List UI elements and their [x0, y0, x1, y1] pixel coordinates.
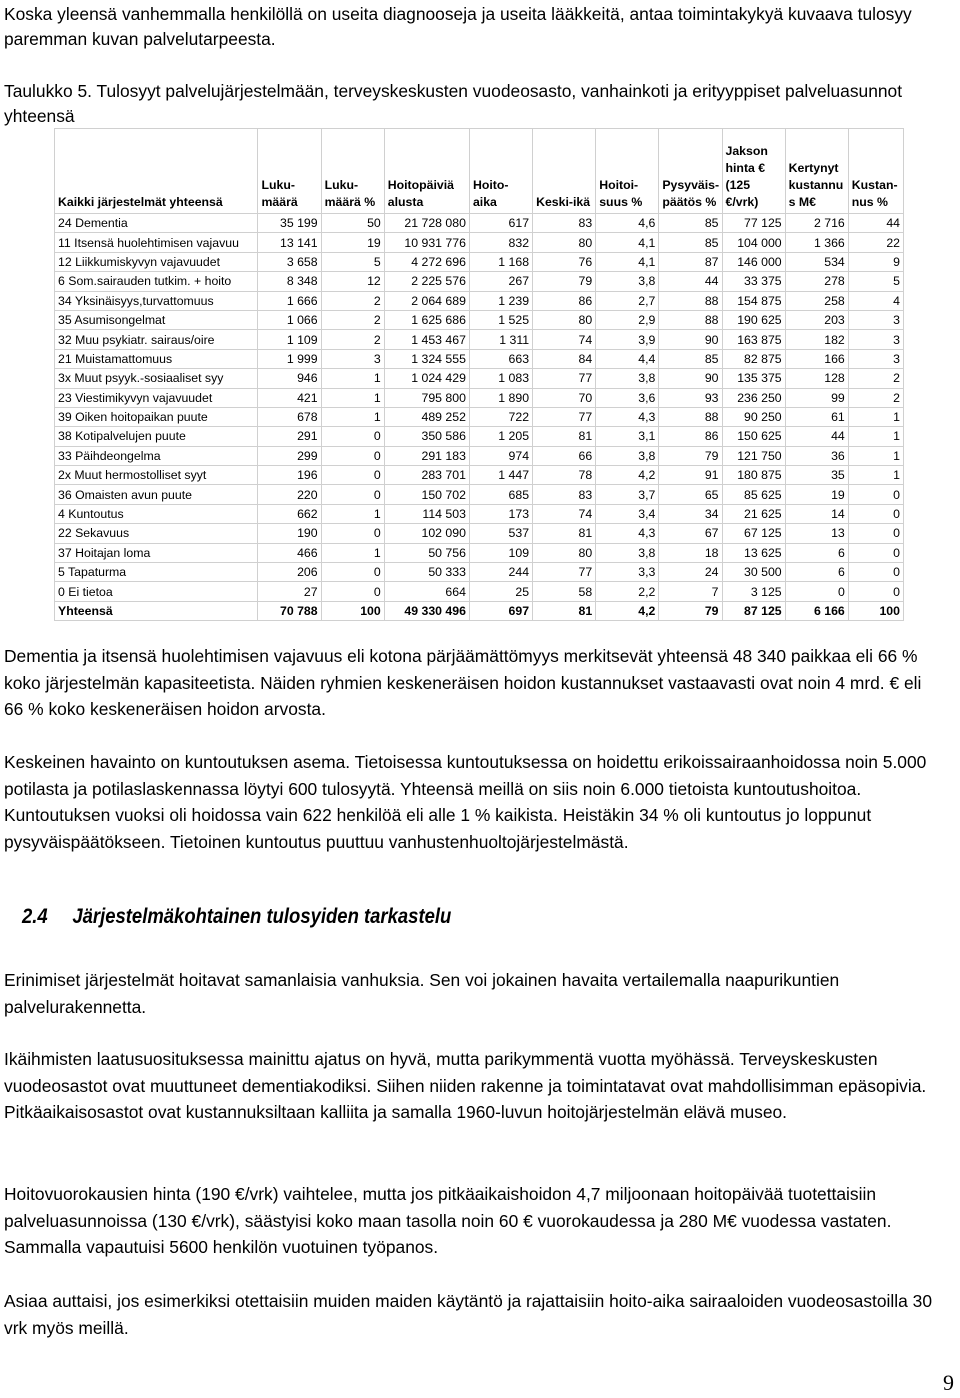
table-row [55, 504, 904, 523]
table-cell: 4 [848, 291, 903, 310]
table-cell: 1 666 [258, 291, 321, 310]
table-cell: 203 [785, 310, 848, 329]
paragraph-rehabilitation: Keskeinen havainto on kuntoutuksen asema. Tietoisessa kuntoutuksessa on hoidettu erikoissairaanhoidossa noin 5.000 potilasta ja potilaslaskennassa löytyi 600 tulosyytä. Yhteensä meillä on siis noin 6.000 tietoista kuntoutushoitoa. Kuntoutuksen vuoksi oli hoidossa vain 622 henkilöä eli alle 1 % kaikista. Heistäkin 34 % oli kuntoutus jo loppunut pysyväispäätökseen. Tietoinen kuntoutus puuttuu vanhustenhuoltojärjestelmästä. [4, 752, 927, 852]
table-cell: 74 [533, 330, 596, 349]
table-cell: 421 [258, 388, 321, 407]
table-cell: 0 [321, 427, 384, 446]
column-header: Kaikki järjestelmät yhteensä [55, 129, 258, 214]
table-cell: 99 [785, 388, 848, 407]
column-header: Luku- määrä % [321, 129, 384, 214]
table-cell: 36 [785, 446, 848, 465]
table-row [55, 349, 904, 368]
table-cell: 190 [258, 524, 321, 543]
table-cell: 163 875 [722, 330, 785, 349]
table-cell: 278 [785, 272, 848, 291]
table-cell: 21 625 [722, 504, 785, 523]
table-cell: 3,8 [596, 543, 659, 562]
page-number: 9 [943, 1370, 954, 1395]
table-cell: 90 250 [722, 407, 785, 426]
table-cell: 795 800 [384, 388, 469, 407]
column-header: Luku- määrä [258, 129, 321, 214]
table-cell: 88 [659, 310, 722, 329]
table-cell: 24 [659, 563, 722, 582]
table-cell: 19 [785, 485, 848, 504]
table-cell: 664 [384, 582, 469, 601]
table-row [55, 582, 904, 601]
table-cell: 3,8 [596, 272, 659, 291]
table-cell: 267 [469, 272, 532, 291]
table-cell: 150 625 [722, 427, 785, 446]
table-cell: 49 330 496 [384, 601, 469, 620]
column-header: Hoitoi- suus % [596, 129, 659, 214]
table-cell: 65 [659, 485, 722, 504]
table-cell: 3,8 [596, 446, 659, 465]
table-cell: 1 [848, 427, 903, 446]
table-cell: 3 658 [258, 252, 321, 271]
table-cell: 1 453 467 [384, 330, 469, 349]
table-row [55, 543, 904, 562]
table-cell: 80 [533, 543, 596, 562]
row-label: 33 Päihdeongelma [55, 446, 258, 465]
table-cell: 3,6 [596, 388, 659, 407]
table-cell: 3 [848, 349, 903, 368]
table-cell: 0 [321, 524, 384, 543]
table-cell: 88 [659, 291, 722, 310]
table-cell: 83 [533, 485, 596, 504]
table-cell: 2,9 [596, 310, 659, 329]
table-cell: 8 348 [258, 272, 321, 291]
table-total-row [55, 601, 904, 620]
table-cell: 77 [533, 369, 596, 388]
column-header: Kustan- nus % [848, 129, 903, 214]
column-header: Hoito- aika [469, 129, 532, 214]
table-cell: 6 [785, 563, 848, 582]
table-cell: 4,2 [596, 466, 659, 485]
table-cell: 946 [258, 369, 321, 388]
table-cell: 128 [785, 369, 848, 388]
table-cell: 79 [533, 272, 596, 291]
table-cell: 1 [848, 446, 903, 465]
table-cell: 114 503 [384, 504, 469, 523]
row-label: 11 Itsensä huolehtimisen vajavuu [55, 233, 258, 252]
table-cell: 206 [258, 563, 321, 582]
table-cell: 2 [321, 291, 384, 310]
table-cell: 9 [848, 252, 903, 271]
table-cell: 0 [321, 582, 384, 601]
row-label: 0 Ei tietoa [55, 582, 258, 601]
table-cell: 2 [848, 369, 903, 388]
table-cell: 91 [659, 466, 722, 485]
table-cell: 1 [321, 369, 384, 388]
table-cell: 10 931 776 [384, 233, 469, 252]
table-cell: 4 272 696 [384, 252, 469, 271]
table-cell: 25 [469, 582, 532, 601]
row-label: 5 Tapaturma [55, 563, 258, 582]
table-cell: 4,3 [596, 407, 659, 426]
table-cell: 1 066 [258, 310, 321, 329]
table-cell: 22 [848, 233, 903, 252]
table-cell: 4,6 [596, 214, 659, 233]
row-label: 24 Dementia [55, 214, 258, 233]
table-cell: 1 [848, 407, 903, 426]
table-row [55, 388, 904, 407]
table-cell: 74 [533, 504, 596, 523]
table-cell: 70 788 [258, 601, 321, 620]
table-cell: 0 [848, 563, 903, 582]
table-cell: 0 [848, 485, 903, 504]
table-cell: 1 [321, 543, 384, 562]
table-cell: 86 [659, 427, 722, 446]
table-cell: 1 024 429 [384, 369, 469, 388]
row-label: 12 Liikkumiskyvyn vajavuudet [55, 252, 258, 271]
column-header: Jakson hinta € (125 €/vrk) [722, 129, 785, 214]
table-cell: 2 [848, 388, 903, 407]
table-cell: 61 [785, 407, 848, 426]
table-cell: 1 890 [469, 388, 532, 407]
table-cell: 1 083 [469, 369, 532, 388]
table-cell: 3,7 [596, 485, 659, 504]
paragraph-systems: Erinimiset järjestelmät hoitavat samanlaisia vanhuksia. Sen voi jokainen havaita vertailemalla naapurikuntien palvelurakennetta. [4, 970, 840, 1017]
table-cell: 7 [659, 582, 722, 601]
table-caption: Taulukko 5. Tulosyyt palvelujärjestelmään, terveyskeskusten vuodeosasto, vanhainkoti ja erityyppiset palveluasunnot yhteensä [4, 81, 903, 126]
table-cell: 154 875 [722, 291, 785, 310]
column-header: Pysyväis- päätös % [659, 129, 722, 214]
table-cell: 220 [258, 485, 321, 504]
table-cell: 685 [469, 485, 532, 504]
table-cell: 678 [258, 407, 321, 426]
table-cell: 2 [321, 310, 384, 329]
table-cell: 1 [848, 466, 903, 485]
column-header: Hoitopäiviä alusta [384, 129, 469, 214]
table-row [55, 272, 904, 291]
table-cell: 6 [785, 543, 848, 562]
table-cell: 3 125 [722, 582, 785, 601]
table-cell: 617 [469, 214, 532, 233]
table-cell: 150 702 [384, 485, 469, 504]
table-cell: 67 [659, 524, 722, 543]
table-row [55, 446, 904, 465]
table-cell: 66 [533, 446, 596, 465]
table-cell: 236 250 [722, 388, 785, 407]
table-cell: 77 [533, 407, 596, 426]
table-cell: 0 [848, 582, 903, 601]
table-cell: 35 [785, 466, 848, 485]
paragraph-quality: Ikäihmisten laatusuosituksessa mainittu ajatus on hyvä, mutta parikymmentä vuotta myöhässä. Terveyskeskusten vuodeosastot ovat muuttuneet dementiakodiksi. Siihen niiden rakenne ja toimintatavat ovat mahdollisimman epäsopivia. Pitkäaikaisosastot ovat kustannuksiltaan kalliita ja samalla 1960-luvun hoitojärjestelmän elävä museo. [4, 1049, 927, 1122]
table-cell: 3,9 [596, 330, 659, 349]
table-cell: 81 [533, 601, 596, 620]
table-cell: 79 [659, 601, 722, 620]
table-cell: 85 [659, 214, 722, 233]
table-cell: 3 [848, 310, 903, 329]
table-cell: 180 875 [722, 466, 785, 485]
table-cell: 4,1 [596, 233, 659, 252]
table-cell: 44 [659, 272, 722, 291]
table-cell: 84 [533, 349, 596, 368]
table-cell: 2 [321, 330, 384, 349]
table-cell: 77 125 [722, 214, 785, 233]
table-cell: 87 125 [722, 601, 785, 620]
table-cell: 537 [469, 524, 532, 543]
table-cell: 0 [785, 582, 848, 601]
row-label: 36 Omaisten avun puute [55, 485, 258, 504]
table-cell: 82 875 [722, 349, 785, 368]
table-cell: 77 [533, 563, 596, 582]
row-label: 38 Kotipalvelujen puute [55, 427, 258, 446]
table-cell: 3,3 [596, 563, 659, 582]
table-cell: 466 [258, 543, 321, 562]
table-cell: 90 [659, 369, 722, 388]
table-cell: 86 [533, 291, 596, 310]
table-row [55, 427, 904, 446]
table-cell: 0 [848, 524, 903, 543]
row-label: Yhteensä [55, 601, 258, 620]
table-cell: 85 [659, 233, 722, 252]
table-cell: 3 [321, 349, 384, 368]
table-cell: 44 [785, 427, 848, 446]
table-cell: 34 [659, 504, 722, 523]
table-cell: 291 [258, 427, 321, 446]
row-label: 35 Asumisongelmat [55, 310, 258, 329]
table-cell: 33 375 [722, 272, 785, 291]
table-cell: 104 000 [722, 233, 785, 252]
table-cell: 166 [785, 349, 848, 368]
table-cell: 13 625 [722, 543, 785, 562]
table-cell: 50 333 [384, 563, 469, 582]
table-cell: 722 [469, 407, 532, 426]
table-cell: 350 586 [384, 427, 469, 446]
row-label: 21 Muistamattomuus [55, 349, 258, 368]
table-row [55, 214, 904, 233]
row-label: 3x Muut psyyk.-sosiaaliset syy [55, 369, 258, 388]
row-label: 32 Muu psykiatr. sairaus/oire [55, 330, 258, 349]
table-cell: 70 [533, 388, 596, 407]
table-cell: 90 [659, 330, 722, 349]
table-cell: 832 [469, 233, 532, 252]
table-cell: 27 [258, 582, 321, 601]
row-label: 6 Som.sairauden tutkim. + hoito [55, 272, 258, 291]
table-cell: 1 366 [785, 233, 848, 252]
table-cell: 81 [533, 427, 596, 446]
table-cell: 1 525 [469, 310, 532, 329]
table-cell: 1 [321, 407, 384, 426]
column-header: Keski-ikä [533, 129, 596, 214]
table-cell: 974 [469, 446, 532, 465]
paragraph-costs: Hoitovuorokausien hinta (190 €/vrk) vaihtelee, mutta jos pitkäaikaishoidon 4,7 miljoonaan hoitopäivää tuotettaisiin palveluasunnoissa (130 €/vrk), säästyisi koko maan tasolla noin 60 € vuorokaudessa ja 280 M€ vuodessa vastaten. Sammalla vapautuisi 5600 henkilön vuotuinen työpanos. [4, 1184, 892, 1257]
table-cell: 5 [848, 272, 903, 291]
table-cell: 244 [469, 563, 532, 582]
table-cell: 0 [848, 504, 903, 523]
table-cell: 135 375 [722, 369, 785, 388]
table-cell: 258 [785, 291, 848, 310]
table-cell: 2 225 576 [384, 272, 469, 291]
table-cell: 534 [785, 252, 848, 271]
table-cell: 2 064 689 [384, 291, 469, 310]
table-cell: 0 [321, 563, 384, 582]
paragraph-summary: Dementia ja itsensä huolehtimisen vajavuus eli kotona pärjäämättömyys merkitsevät yhteensä 48 340 paikkaa eli 66 % koko järjestelmän kapasiteetista. Näiden ryhmien keskeneräisen hoidon kustannukset vastaavasti ovat noin 4 mrd. € eli 66 % koko keskeneräisen hoidon arvosta. [4, 646, 922, 719]
row-label: 23 Viestimikyvyn vajavuudet [55, 388, 258, 407]
paragraph-limit: Asiaa auttaisi, jos esimerkiksi otettaisiin muiden maiden käytäntö ja rajattaisiin hoito-aika sairaaloiden vuodeosastoilla 30 vrk myös meillä. [4, 1291, 932, 1338]
table-cell: 1 625 686 [384, 310, 469, 329]
results-table [54, 128, 904, 621]
table-cell: 30 500 [722, 563, 785, 582]
table-row [55, 407, 904, 426]
row-label: 34 Yksinäisyys,turvattomuus [55, 291, 258, 310]
table-cell: 1 324 555 [384, 349, 469, 368]
table-cell: 3 [848, 330, 903, 349]
table-row [55, 310, 904, 329]
table-cell: 13 [785, 524, 848, 543]
table-cell: 1 239 [469, 291, 532, 310]
table-cell: 19 [321, 233, 384, 252]
table-cell: 102 090 [384, 524, 469, 543]
table-cell: 663 [469, 349, 532, 368]
table-cell: 489 252 [384, 407, 469, 426]
row-label: 37 Hoitajan loma [55, 543, 258, 562]
table-cell: 50 756 [384, 543, 469, 562]
row-label: 39 Oiken hoitopaikan puute [55, 407, 258, 426]
table-cell: 44 [848, 214, 903, 233]
table-cell: 196 [258, 466, 321, 485]
table-cell: 283 701 [384, 466, 469, 485]
table-cell: 12 [321, 272, 384, 291]
table-cell: 697 [469, 601, 532, 620]
table-cell: 85 [659, 349, 722, 368]
table-row [55, 563, 904, 582]
table-cell: 0 [321, 446, 384, 465]
table-cell: 3,4 [596, 504, 659, 523]
table-cell: 2,7 [596, 291, 659, 310]
table-cell: 81 [533, 524, 596, 543]
table-cell: 87 [659, 252, 722, 271]
table-cell: 50 [321, 214, 384, 233]
table-cell: 80 [533, 310, 596, 329]
table-cell: 100 [321, 601, 384, 620]
table-cell: 58 [533, 582, 596, 601]
table-cell: 662 [258, 504, 321, 523]
table-cell: 291 183 [384, 446, 469, 465]
table-cell: 109 [469, 543, 532, 562]
table-cell: 5 [321, 252, 384, 271]
table-cell: 67 125 [722, 524, 785, 543]
table-cell: 14 [785, 504, 848, 523]
table-cell: 182 [785, 330, 848, 349]
row-label: 4 Kuntoutus [55, 504, 258, 523]
table-cell: 0 [321, 485, 384, 504]
table-row [55, 524, 904, 543]
table-header-row [55, 129, 904, 214]
table-cell: 4,3 [596, 524, 659, 543]
table-cell: 190 625 [722, 310, 785, 329]
table-cell: 1 [321, 388, 384, 407]
table-cell: 79 [659, 446, 722, 465]
table-cell: 299 [258, 446, 321, 465]
table-cell: 21 728 080 [384, 214, 469, 233]
table-cell: 4,1 [596, 252, 659, 271]
table-cell: 80 [533, 233, 596, 252]
table-cell: 4,4 [596, 349, 659, 368]
table-cell: 173 [469, 504, 532, 523]
table-cell: 93 [659, 388, 722, 407]
table-row [55, 291, 904, 310]
table-cell: 78 [533, 466, 596, 485]
table-cell: 4,2 [596, 601, 659, 620]
table-cell: 121 750 [722, 446, 785, 465]
table-row [55, 485, 904, 504]
table-cell: 1 168 [469, 252, 532, 271]
table-cell: 88 [659, 407, 722, 426]
column-header: Kertynyt kustannu s M€ [785, 129, 848, 214]
section-number: 2.4 [22, 905, 48, 928]
table-cell: 18 [659, 543, 722, 562]
row-label: 22 Sekavuus [55, 524, 258, 543]
table-cell: 100 [848, 601, 903, 620]
table-cell: 83 [533, 214, 596, 233]
table-cell: 1 205 [469, 427, 532, 446]
table-cell: 1 999 [258, 349, 321, 368]
table-cell: 3,1 [596, 427, 659, 446]
table-cell: 3,8 [596, 369, 659, 388]
table-cell: 1 [321, 504, 384, 523]
table-cell: 6 166 [785, 601, 848, 620]
table-cell: 2,2 [596, 582, 659, 601]
table-cell: 1 311 [469, 330, 532, 349]
table-cell: 146 000 [722, 252, 785, 271]
table-row [55, 233, 904, 252]
table-row [55, 252, 904, 271]
table-row [55, 369, 904, 388]
table-row [55, 330, 904, 349]
table-cell: 85 625 [722, 485, 785, 504]
section-title: Järjestelmäkohtainen tulosyiden tarkastelu [72, 905, 452, 928]
table-cell: 1 109 [258, 330, 321, 349]
table-cell: 0 [321, 466, 384, 485]
intro-paragraph: Koska yleensä vanhemmalla henkilöllä on useita diagnooseja ja useita lääkkeitä, antaa toimintakykyä kuvaava tulosyy paremman kuvan palvelutarpeesta. [4, 4, 912, 49]
section-heading [22, 905, 451, 929]
table-row [55, 466, 904, 485]
table-cell: 0 [848, 543, 903, 562]
table-cell: 1 447 [469, 466, 532, 485]
table-cell: 13 141 [258, 233, 321, 252]
table-cell: 35 199 [258, 214, 321, 233]
table-cell: 76 [533, 252, 596, 271]
table-cell: 2 716 [785, 214, 848, 233]
row-label: 2x Muut hermostolliset syyt [55, 466, 258, 485]
